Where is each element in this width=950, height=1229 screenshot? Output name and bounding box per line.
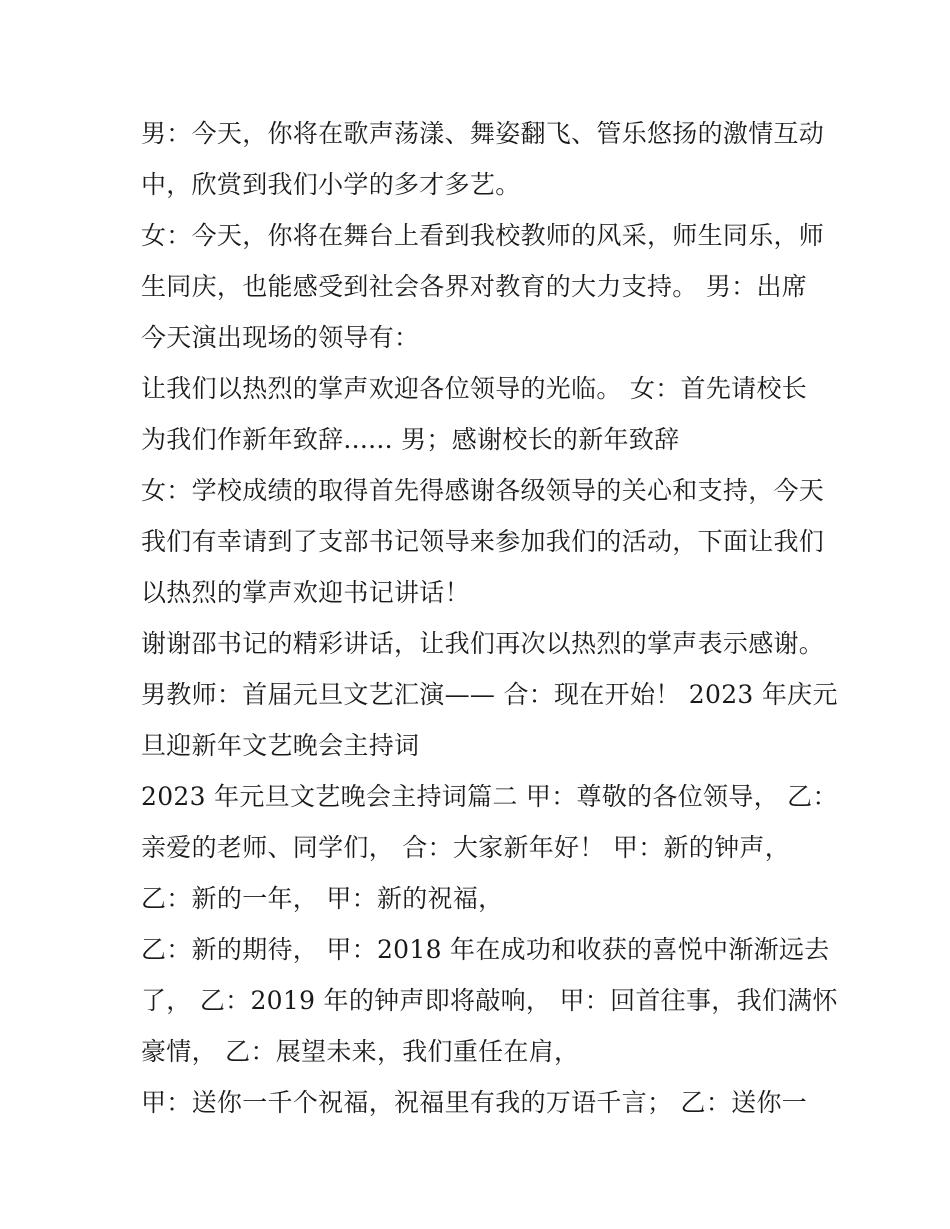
document-body [141, 108, 838, 1128]
text-line: 旦迎新年文艺晚会主持词 [141, 731, 420, 760]
text-line: 今天演出现场的领导有： [141, 323, 420, 352]
text-line: 谢谢邵书记的精彩讲话，让我们再次以热烈的掌声表示感谢。 [141, 629, 825, 658]
text-line: 亲爱的老师、同学们， 合：大家新年好！ 甲：新的钟声， [141, 833, 790, 862]
text-line: 让我们以热烈的掌声欢迎各位领导的光临。 女：首先请校长 [141, 374, 808, 403]
text-line: 生同庆，也能感受到社会各界对教育的大力支持。 男：出席 [141, 272, 808, 301]
text-line: 为我们作新年致辞...... 男；感谢校长的新年致辞 [141, 425, 680, 454]
text-line: 以热烈的掌声欢迎书记讲话！ [141, 578, 470, 607]
text-line: 女：学校成绩的取得首先得感谢各级领导的关心和支持，今天 [141, 476, 825, 505]
text-line: 男：今天，你将在歌声荡漾、舞姿翻飞、管乐悠扬的激情互动 [141, 119, 825, 148]
text-line: 乙：新的一年， 甲：新的祝福， [141, 884, 504, 913]
text-line: 女：今天，你将在舞台上看到我校教师的风采，师生同乐，师 [141, 221, 825, 250]
text-line: 男教师：首届元旦文艺汇演—— 合：现在开始！ 2023 年庆元 [141, 680, 838, 709]
text-line: 豪情， 乙：展望未来，我们重任在肩， [141, 1037, 580, 1066]
text-line: 中，欣赏到我们小学的多才多艺。 [141, 170, 521, 199]
text-line: 了， 乙：2019 年的钟声即将敲响， 甲：回首往事，我们满怀 [141, 986, 838, 1015]
text-line: 我们有幸请到了支部书记领导来参加我们的活动，下面让我们 [141, 527, 825, 556]
text-line: 甲：送你一千个祝福，祝福里有我的万语千言； 乙：送你一 [141, 1088, 808, 1117]
text-line: 乙：新的期待， 甲：2018 年在成功和收获的喜悦中渐渐远去 [141, 935, 830, 964]
text-line: 2023 年元旦文艺晚会主持词篇二 甲：尊敬的各位领导， 乙： [141, 782, 838, 811]
